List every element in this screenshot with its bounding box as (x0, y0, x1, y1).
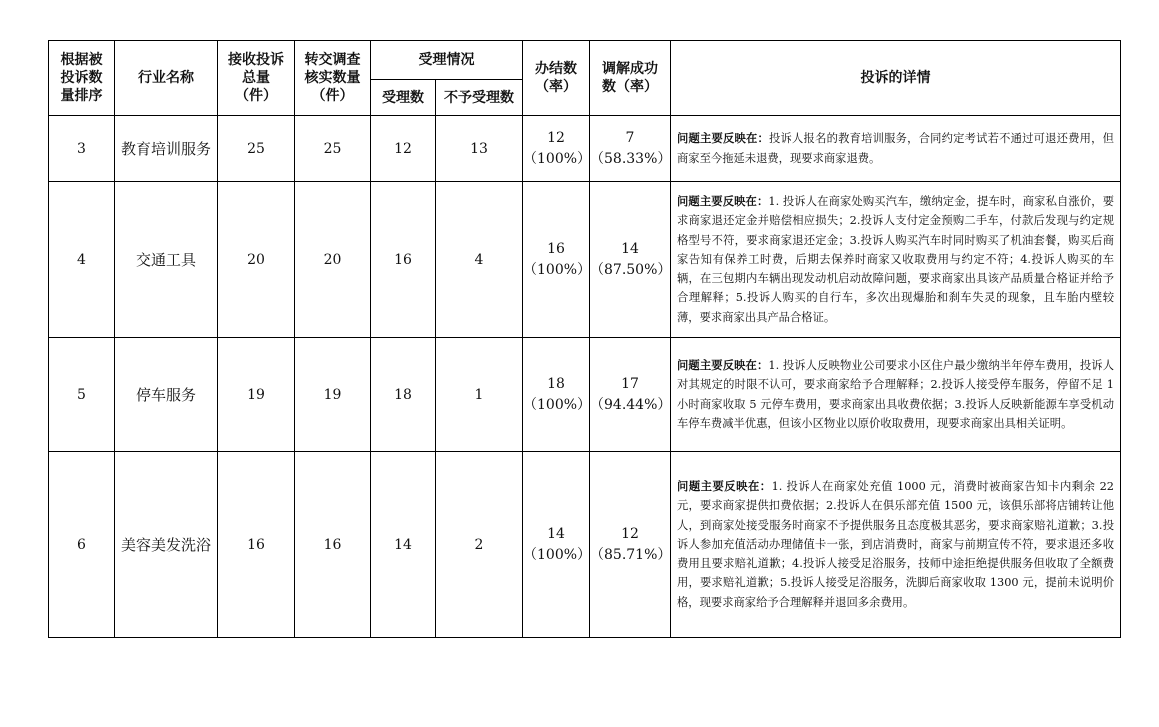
mediated-count: 14 (621, 240, 639, 257)
mediated-cell (590, 338, 671, 452)
detail-lead: 问题主要反映在： (677, 131, 770, 146)
resolved-rate: （100%） (523, 150, 592, 167)
total-cell: 25 (218, 116, 295, 182)
resolved-count: 14 (547, 525, 565, 542)
rank-cell: 4 (49, 182, 115, 338)
table-row (49, 116, 1121, 182)
detail-text: 1. 投诉人在商家处充值 1000 元，消费时被商家告知卡内剩余 22 元，要求商家提供扣费依据；2.投诉人在俱乐部充值 1500 元，该俱乐部将店铺转让他人，到商家处接受服务时商家不予提供服务且态度极其恶劣，要求商家赔礼道歉；3.投诉人参加充值活动办理储值卡一张，到店消费时，商家与前期宣传不符，要求退还多收费用且要求赔礼道歉；4.投诉人接受足浴服务，技师中途拒绝提供服务但收取了全额费用，要求赔礼道歉；5.投诉人接受足浴服务，洗脚后商家收取 1300 元，提前未说明价格，现要求商家给予合理解释并退回多余费用。 (677, 480, 1114, 609)
accepted-cell: 14 (371, 452, 436, 638)
detail-text: 1. 投诉人反映物业公司要求小区住户最少缴纳半年停车费用，投诉人对其规定的时限不认可，要求商家给予合理解释；2.投诉人接受停车服务，停留不足 1 小时商家收取 5 元停车费用，要求商家出具收费依据；3.投诉人反映新能源车享受机动车停车费减半优惠，但该小区物业以原价收取费用，现要求商家出具相关证明。 (677, 359, 1114, 430)
mediated-rate: （94.44%） (590, 396, 672, 413)
header-transferred: 转交调查核实数量（件） (295, 41, 371, 116)
industry-cell: 美容美发洗浴 (115, 452, 218, 638)
mediated-count: 7 (625, 129, 635, 146)
detail-lead: 问题主要反映在： (677, 194, 769, 209)
header-details: 投诉的详情 (671, 41, 1121, 116)
detail-text: 1. 投诉人在商家处购买汽车，缴纳定金，提车时，商家私自涨价，要求商家退还定金并赔偿相应损失；2.投诉人支付定金预购二手车，付款后发现与约定规格型号不符，要求商家退还定金；3.投诉人购买汽车时同时购买了机油套餐，购买后商家告知有保养工时费，后期去保养时商家又收取费用与约定不符；4.投诉人购买的车辆，在三包期内车辆出现发动机启动故障问题，要求商家出具该产品质量合格证并给予合理解释；5.投诉人购买的自行车，多次出现爆胎和刹车失灵的现象，且车胎内壁较薄，要求商家出具产品合格证。 (677, 195, 1114, 324)
resolved-count: 16 (547, 240, 565, 257)
header-resolved: 办结数（率） (523, 41, 590, 116)
resolved-count: 18 (547, 375, 565, 392)
header-acceptance: 受理情况 (371, 41, 523, 80)
rank-cell: 5 (49, 338, 115, 452)
accepted-cell: 16 (371, 182, 436, 338)
detail-text: 投诉人报名的教育培训服务，合同约定考试若不通过可退还费用，但商家至今拖延未退费，现要求商家退费。 (677, 132, 1114, 165)
detail-cell (671, 338, 1121, 452)
resolved-count: 12 (547, 129, 565, 146)
mediated-count: 12 (621, 525, 639, 542)
resolved-rate: （100%） (523, 396, 592, 413)
resolved-cell (523, 182, 590, 338)
accepted-cell: 18 (371, 338, 436, 452)
header-total: 接收投诉总量（件） (218, 41, 295, 116)
total-cell: 16 (218, 452, 295, 638)
header-mediated: 调解成功数（率） (590, 41, 671, 116)
rank-cell: 6 (49, 452, 115, 638)
industry-cell: 交通工具 (115, 182, 218, 338)
total-cell: 19 (218, 338, 295, 452)
mediated-count: 17 (621, 375, 639, 392)
complaint-statistics-table (48, 40, 1121, 638)
transferred-cell: 16 (295, 452, 371, 638)
table-row (49, 452, 1121, 638)
header-rank: 根据被投诉数量排序 (49, 41, 115, 116)
mediated-rate: （85.71%） (590, 546, 672, 563)
header-not-accepted: 不予受理数 (436, 80, 523, 116)
mediated-rate: （58.33%） (590, 150, 672, 167)
rank-cell: 3 (49, 116, 115, 182)
industry-cell: 停车服务 (115, 338, 218, 452)
industry-cell: 教育培训服务 (115, 116, 218, 182)
header-accepted: 受理数 (371, 80, 436, 116)
mediated-rate: （87.50%） (590, 261, 672, 278)
detail-cell (671, 116, 1121, 182)
transferred-cell: 19 (295, 338, 371, 452)
header-industry: 行业名称 (115, 41, 218, 116)
detail-lead: 问题主要反映在： (677, 479, 772, 494)
not-accepted-cell: 1 (436, 338, 523, 452)
resolved-rate: （100%） (523, 261, 592, 278)
transferred-cell: 25 (295, 116, 371, 182)
mediated-cell (590, 182, 671, 338)
table-row (49, 182, 1121, 338)
transferred-cell: 20 (295, 182, 371, 338)
table-row (49, 338, 1121, 452)
detail-cell (671, 182, 1121, 338)
detail-cell (671, 452, 1121, 638)
detail-lead: 问题主要反映在： (677, 358, 769, 373)
not-accepted-cell: 4 (436, 182, 523, 338)
mediated-cell (590, 116, 671, 182)
not-accepted-cell: 2 (436, 452, 523, 638)
not-accepted-cell: 13 (436, 116, 523, 182)
accepted-cell: 12 (371, 116, 436, 182)
resolved-cell (523, 116, 590, 182)
header-row-top (49, 41, 1121, 80)
resolved-cell (523, 338, 590, 452)
resolved-cell (523, 452, 590, 638)
mediated-cell (590, 452, 671, 638)
resolved-rate: （100%） (523, 546, 592, 563)
total-cell: 20 (218, 182, 295, 338)
